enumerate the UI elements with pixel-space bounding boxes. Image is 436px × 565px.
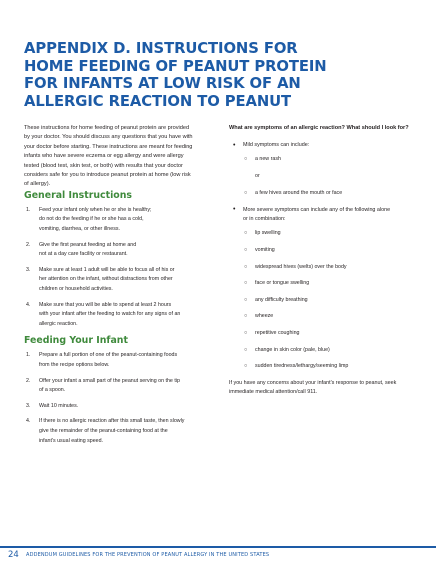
list-item: 3. Make sure at least 1 adult will be able to focus all of his or her attention on the infant, without distractions from other children or household activities. [26, 266, 175, 292]
page-title: APPENDIX D. INSTRUCTIONS FOR HOME FEEDING OF PEANUT PROTEIN FOR INFANTS AT LOW RISK OF AN ALLERGIC REACTION TO PEANUT [24, 40, 327, 110]
circle-bullet-icon: ○ [244, 230, 248, 237]
list-item: ○ a new rash [244, 156, 281, 163]
symptoms-question: What are symptoms of an allergic reaction? What should I look for? [229, 125, 409, 131]
list-item: ○ sudden tiredness/lethargy/seeming limp [244, 363, 349, 370]
circle-bullet-icon: ○ [244, 189, 248, 196]
list-item: ○ vomiting [244, 247, 275, 253]
footer-running-title: ADDENDUM GUIDELINES FOR THE PREVENTION OF PEANUT ALLERGY IN THE UNITED STATES [26, 552, 270, 558]
circle-bullet-icon: ○ [244, 363, 248, 370]
list-item: ○ change in skin color (pale, blue) [244, 346, 330, 353]
circle-bullet-icon: ○ [244, 346, 248, 353]
general-instructions-list [24, 206, 212, 330]
footer-divider [0, 546, 436, 548]
circle-bullet-icon: ○ [244, 156, 248, 163]
list-item: ○ a few hives around the mouth or face [244, 189, 343, 196]
mild-symptoms-bullet: • Mild symptoms can include: [233, 141, 310, 149]
list-item: ○ wheeze [244, 313, 274, 320]
list-item: 4. Make sure that you will be able to spend at least 2 hours with your infant after the feeding to watch for any signs of an allergic reaction. [26, 301, 181, 327]
feeding-your-infant-heading: Feeding Your Infant [24, 335, 128, 347]
circle-bullet-icon: ○ [244, 296, 248, 303]
list-item: 1. Prepare a full portion of one of the peanut-containing foods from the recipe options below. [26, 352, 178, 368]
list-item: 2. Give the first peanut feeding at home and not at a day care facility or restaurant. [26, 241, 137, 258]
severe-symptoms-bullet: • More severe symptoms can include any of the following alone or in combination: [233, 206, 391, 222]
page-number: 24 [8, 550, 19, 560]
circle-bullet-icon: ○ [244, 247, 248, 253]
bullet-icon: • [233, 141, 236, 149]
list-item: ○ repetitive coughing [244, 329, 300, 336]
list-item: 1. Feed your infant only when he or she is healthy; do not do the feeding if he or she has a cold, vomiting, diarrhea, or other illness. [26, 206, 152, 233]
general-instructions-heading: General Instructions [24, 189, 132, 201]
circle-bullet-icon: ○ [244, 263, 248, 270]
circle-bullet-icon: ○ [244, 313, 248, 320]
or-text: or [255, 173, 260, 179]
list-item: ○ lip swelling [244, 230, 281, 237]
list-item: ○ face or tongue swelling [244, 280, 310, 287]
list-item: ○ any difficulty breathing [244, 296, 308, 303]
feeding-steps-list [24, 351, 212, 446]
list-item: 3. Wait 10 minutes. [26, 402, 79, 409]
list-item: ○ widespread hives (welts) over the body [244, 263, 347, 270]
left-column [24, 124, 212, 452]
list-item: 2. Offer your infant a small part of the peanut serving on the tip of a spoon. [26, 377, 180, 394]
circle-bullet-icon: ○ [244, 329, 248, 336]
intro-paragraph: These instructions for home feeding of peanut protein are provided by your doctor. You should discuss any questions that you have with your doctor before starting. These instructions are meant for feeding infants who have severe eczema or egg allergy and were allergy tested (blood test, skin test, or both) with results that your doctor considers safe for you to introduce peanut protein at home (low risk of allergy). [24, 125, 193, 188]
concern-paragraph: If you have any concerns about your infant's response to peanut, seek immediate medical attention/call 911. [229, 379, 397, 396]
circle-bullet-icon: ○ [244, 280, 248, 287]
list-item: 4. If there is no allergic reaction after this small taste, then slowly give the remainder of the peanut-containing food at the infant's usual eating speed. [26, 418, 185, 444]
bullet-icon: • [233, 206, 236, 214]
right-column [229, 124, 419, 403]
